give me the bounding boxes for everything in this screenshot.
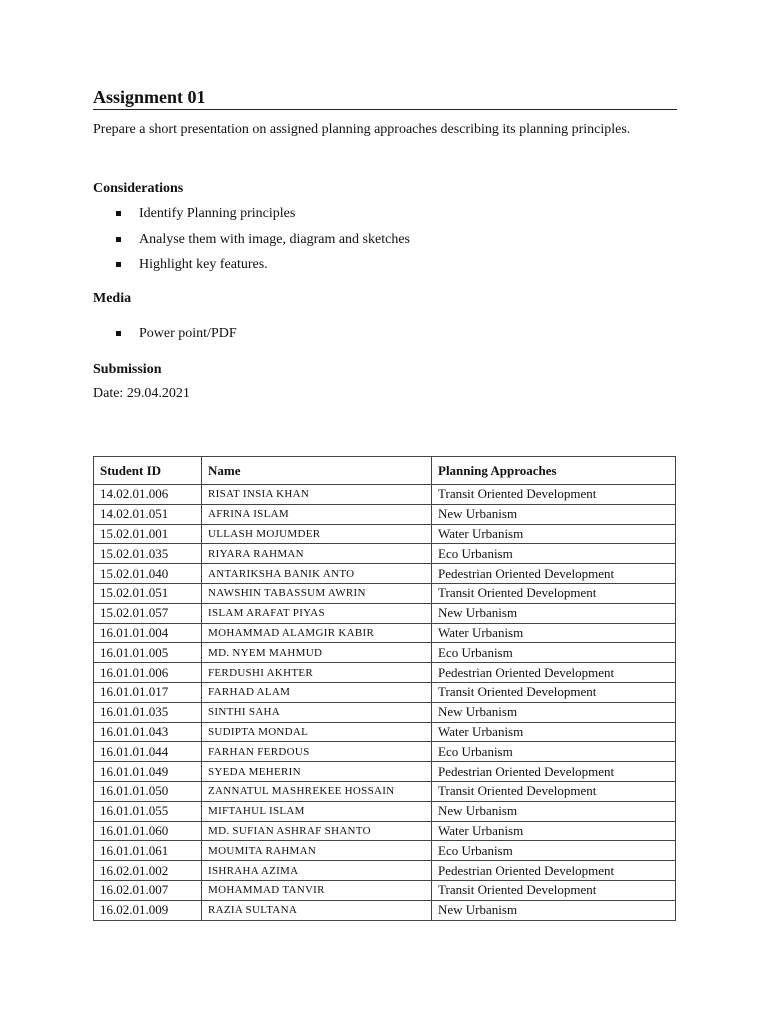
table-row <box>94 702 676 722</box>
planning-approach-cell: Eco Urbanism <box>432 643 676 663</box>
planning-approach-cell: Eco Urbanism <box>432 742 676 762</box>
student-name-cell: SUDIPTA MONDAL <box>202 722 432 742</box>
media-list <box>93 321 237 347</box>
table-row <box>94 841 676 861</box>
planning-approach-cell: Transit Oriented Development <box>432 682 676 702</box>
column-header-name: Name <box>202 457 432 485</box>
planning-approach-cell: Water Urbanism <box>432 524 676 544</box>
table-row <box>94 663 676 683</box>
table-row <box>94 485 676 505</box>
student-id-cell: 16.01.01.060 <box>94 821 202 841</box>
planning-approach-cell: Pedestrian Oriented Development <box>432 564 676 584</box>
student-name-cell: ZANNATUL MASHREKEE HOSSAIN <box>202 781 432 801</box>
student-id-cell: 14.02.01.006 <box>94 485 202 505</box>
list-item <box>93 201 410 227</box>
considerations-heading: Considerations <box>93 181 184 196</box>
table-row <box>94 623 676 643</box>
table-row <box>94 781 676 801</box>
student-id-cell: 15.02.01.051 <box>94 583 202 603</box>
table-row <box>94 722 676 742</box>
table-row <box>94 564 676 584</box>
table-body <box>94 485 676 921</box>
student-id-cell: 15.02.01.057 <box>94 603 202 623</box>
list-item <box>93 252 410 278</box>
student-assignment-table <box>93 456 676 921</box>
planning-approach-cell: Transit Oriented Development <box>432 485 676 505</box>
student-name-cell: ULLASH MOJUMDER <box>202 524 432 544</box>
submission-date: Date: 29.04.2021 <box>93 386 190 401</box>
table-row <box>94 544 676 564</box>
student-id-cell: 16.01.01.055 <box>94 801 202 821</box>
planning-approach-cell: Pedestrian Oriented Development <box>432 861 676 881</box>
student-name-cell: MOUMITA RAHMAN <box>202 841 432 861</box>
planning-approach-cell: Eco Urbanism <box>432 841 676 861</box>
planning-approach-cell: New Urbanism <box>432 504 676 524</box>
assignment-description: Prepare a short presentation on assigned planning approaches describing its planning principles. <box>93 122 631 137</box>
student-id-cell: 16.01.01.061 <box>94 841 202 861</box>
student-name-cell: SYEDA MEHERIN <box>202 762 432 782</box>
student-id-cell: 16.01.01.006 <box>94 663 202 683</box>
planning-approach-cell: Pedestrian Oriented Development <box>432 663 676 683</box>
planning-approach-cell: New Urbanism <box>432 603 676 623</box>
table-row <box>94 861 676 881</box>
list-item-text: Identify Planning principles <box>139 206 296 221</box>
column-header-planning-approach: Planning Approaches <box>432 457 676 485</box>
table-header-row <box>94 457 676 485</box>
student-name-cell: RAZIA SULTANA <box>202 900 432 920</box>
student-id-cell: 16.01.01.004 <box>94 623 202 643</box>
table-row <box>94 643 676 663</box>
student-name-cell: FARHAD ALAM <box>202 682 432 702</box>
planning-approach-cell: Water Urbanism <box>432 623 676 643</box>
student-name-cell: FERDUSHI AKHTER <box>202 663 432 683</box>
bullet-icon <box>116 262 121 267</box>
table-row <box>94 900 676 920</box>
student-id-cell: 16.01.01.043 <box>94 722 202 742</box>
student-name-cell: RIYARA RAHMAN <box>202 544 432 564</box>
bullet-icon <box>116 237 121 242</box>
student-name-cell: FARHAN FERDOUS <box>202 742 432 762</box>
table-row <box>94 603 676 623</box>
student-id-cell: 15.02.01.040 <box>94 564 202 584</box>
student-name-cell: NAWSHIN TABASSUM AWRIN <box>202 583 432 603</box>
student-id-cell: 16.02.01.007 <box>94 880 202 900</box>
student-name-cell: MOHAMMAD ALAMGIR KABIR <box>202 623 432 643</box>
planning-approach-cell: Pedestrian Oriented Development <box>432 762 676 782</box>
media-heading: Media <box>93 291 132 306</box>
planning-approach-cell: Water Urbanism <box>432 722 676 742</box>
student-name-cell: MD. SUFIAN ASHRAF SHANTO <box>202 821 432 841</box>
planning-approach-cell: Eco Urbanism <box>432 544 676 564</box>
table-row <box>94 583 676 603</box>
planning-approach-cell: Transit Oriented Development <box>432 781 676 801</box>
student-id-cell: 14.02.01.051 <box>94 504 202 524</box>
table-row <box>94 801 676 821</box>
student-id-cell: 16.01.01.044 <box>94 742 202 762</box>
student-id-cell: 16.01.01.050 <box>94 781 202 801</box>
table-row <box>94 880 676 900</box>
student-id-cell: 15.02.01.035 <box>94 544 202 564</box>
student-id-cell: 16.01.01.035 <box>94 702 202 722</box>
student-id-cell: 16.01.01.017 <box>94 682 202 702</box>
student-id-cell: 15.02.01.001 <box>94 524 202 544</box>
table-row <box>94 742 676 762</box>
bullet-icon <box>116 211 121 216</box>
table-row <box>94 821 676 841</box>
student-name-cell: ISHRAHA AZIMA <box>202 861 432 881</box>
planning-approach-cell: New Urbanism <box>432 900 676 920</box>
submission-heading: Submission <box>93 362 162 377</box>
assignment-title: Assignment 01 <box>93 86 677 110</box>
list-item-text: Analyse them with image, diagram and sketches <box>139 231 410 247</box>
column-header-student-id: Student ID <box>94 457 202 485</box>
student-name-cell: AFRINA ISLAM <box>202 504 432 524</box>
considerations-list <box>93 201 410 278</box>
list-item-text: Power point/PDF <box>139 326 237 341</box>
list-item <box>93 321 237 347</box>
student-name-cell: ANTARIKSHA BANIK ANTO <box>202 564 432 584</box>
planning-approach-cell: New Urbanism <box>432 702 676 722</box>
student-id-cell: 16.02.01.002 <box>94 861 202 881</box>
bullet-icon <box>116 331 121 336</box>
student-name-cell: MD. NYEM MAHMUD <box>202 643 432 663</box>
student-name-cell: SINTHI SAHA <box>202 702 432 722</box>
student-name-cell: RISAT INSIA KHAN <box>202 485 432 505</box>
student-name-cell: ISLAM ARAFAT PIYAS <box>202 603 432 623</box>
student-id-cell: 16.01.01.049 <box>94 762 202 782</box>
student-name-cell: MIFTAHUL ISLAM <box>202 801 432 821</box>
student-id-cell: 16.02.01.009 <box>94 900 202 920</box>
student-name-cell: MOHAMMAD TANVIR <box>202 880 432 900</box>
list-item <box>93 227 410 253</box>
table-row <box>94 682 676 702</box>
list-item-text: Highlight key features. <box>139 257 268 272</box>
planning-approach-cell: Transit Oriented Development <box>432 880 676 900</box>
table-row <box>94 524 676 544</box>
planning-approach-cell: Transit Oriented Development <box>432 583 676 603</box>
table-row <box>94 762 676 782</box>
planning-approach-cell: Water Urbanism <box>432 821 676 841</box>
table-row <box>94 504 676 524</box>
student-id-cell: 16.01.01.005 <box>94 643 202 663</box>
planning-approach-cell: New Urbanism <box>432 801 676 821</box>
